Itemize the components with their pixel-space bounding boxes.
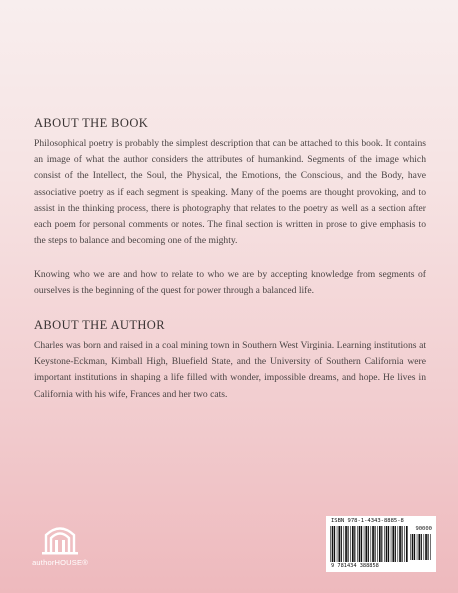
- barcode-bar: [421, 534, 422, 560]
- barcode-bar: [352, 526, 354, 562]
- barcode-bar: [348, 526, 349, 562]
- house-arch-icon: [24, 520, 96, 556]
- barcode-bar: [354, 526, 355, 562]
- barcode-bar: [414, 534, 415, 560]
- barcode-bar: [338, 526, 340, 562]
- barcode-bar: [350, 526, 351, 562]
- isbn-number: ISBN 978-1-4343-8885-8: [331, 518, 404, 524]
- barcode-bar: [361, 526, 362, 562]
- barcode-bar: [404, 526, 405, 562]
- ean-number: 9 781434 388858: [331, 563, 379, 569]
- publisher-logo: [24, 520, 96, 570]
- barcode-bar: [332, 526, 334, 562]
- barcode: [326, 516, 436, 572]
- barcode-bar: [381, 526, 382, 562]
- about-book-paragraph-1: Philosophical poetry is probably the simplest description that can be attached to this book. It contains an image of what the author considers the attributes of humankind. Segments of the image which consist of the Intellect, the Soul, the Physical, the Emotions, the Conscious, and the Body, have associative poetry as if each segment is speaking. Many of the poems are thought provoking, and to assist in the thinking process, there is photography that relates to the poetry as well as a section after each poem for personal comments or notes. The final section is written in prose to give emphasis to the steps to balance and becoming one of the mighty.: [34, 138, 426, 247]
- barcode-bar: [388, 526, 389, 562]
- barcode-bar: [368, 526, 369, 562]
- barcode-bar: [377, 526, 378, 562]
- barcode-bar: [357, 526, 358, 562]
- barcode-bar: [334, 526, 335, 562]
- barcode-bar: [425, 534, 427, 560]
- about-book-paragraph-2: Knowing who we are and how to relate to who we are by accepting knowledge from segments of ourselves is the beginning of the quest for power through a balanced life.: [34, 269, 426, 297]
- publisher-name: authorHOUSE®: [32, 558, 88, 567]
- barcode-bar: [430, 534, 431, 560]
- price-code: 90000: [415, 526, 432, 532]
- barcode-bar: [386, 526, 388, 562]
- about-author-paragraph: Charles was born and raised in a coal mining town in Southern West Virginia. Learning institutions at Keystone-Eckman, Kimball High, Bluefield State, and the University of Southern California were important institutions in shaping a life filled with wonder, impossible dreams, and hope. He lives in California with his wife, Frances and her two cats.: [34, 340, 426, 400]
- barcode-bar: [344, 526, 345, 562]
- barcode-bar: [365, 526, 367, 562]
- addon-bars: [410, 534, 432, 568]
- barcode-bar: [406, 526, 408, 562]
- barcode-bar: [337, 526, 338, 562]
- barcode-bar: [424, 534, 425, 560]
- barcode-bar: [345, 526, 347, 562]
- barcode-bar: [371, 526, 372, 562]
- barcode-bar: [398, 526, 399, 562]
- barcode-bar: [391, 526, 392, 562]
- barcode-bar: [399, 526, 401, 562]
- barcode-bars: [330, 526, 408, 562]
- barcode-bar: [359, 526, 361, 562]
- barcode-bar: [428, 534, 429, 560]
- about-book-heading: ABOUT THE BOOK: [34, 116, 149, 130]
- barcode-bar: [330, 526, 331, 562]
- barcode-bar: [410, 534, 411, 560]
- barcode-bar: [341, 526, 342, 562]
- about-author-heading: ABOUT THE AUTHOR: [34, 318, 165, 332]
- barcode-bar: [364, 526, 365, 562]
- barcode-bar: [395, 526, 396, 562]
- barcode-bar: [372, 526, 374, 562]
- barcode-bar: [384, 526, 385, 562]
- barcode-bar: [417, 534, 418, 560]
- barcode-bar: [402, 526, 403, 562]
- barcode-bar: [375, 526, 376, 562]
- barcode-bar: [412, 534, 414, 560]
- barcode-bar: [379, 526, 381, 562]
- barcode-bar: [392, 526, 394, 562]
- barcode-bar: [418, 534, 420, 560]
